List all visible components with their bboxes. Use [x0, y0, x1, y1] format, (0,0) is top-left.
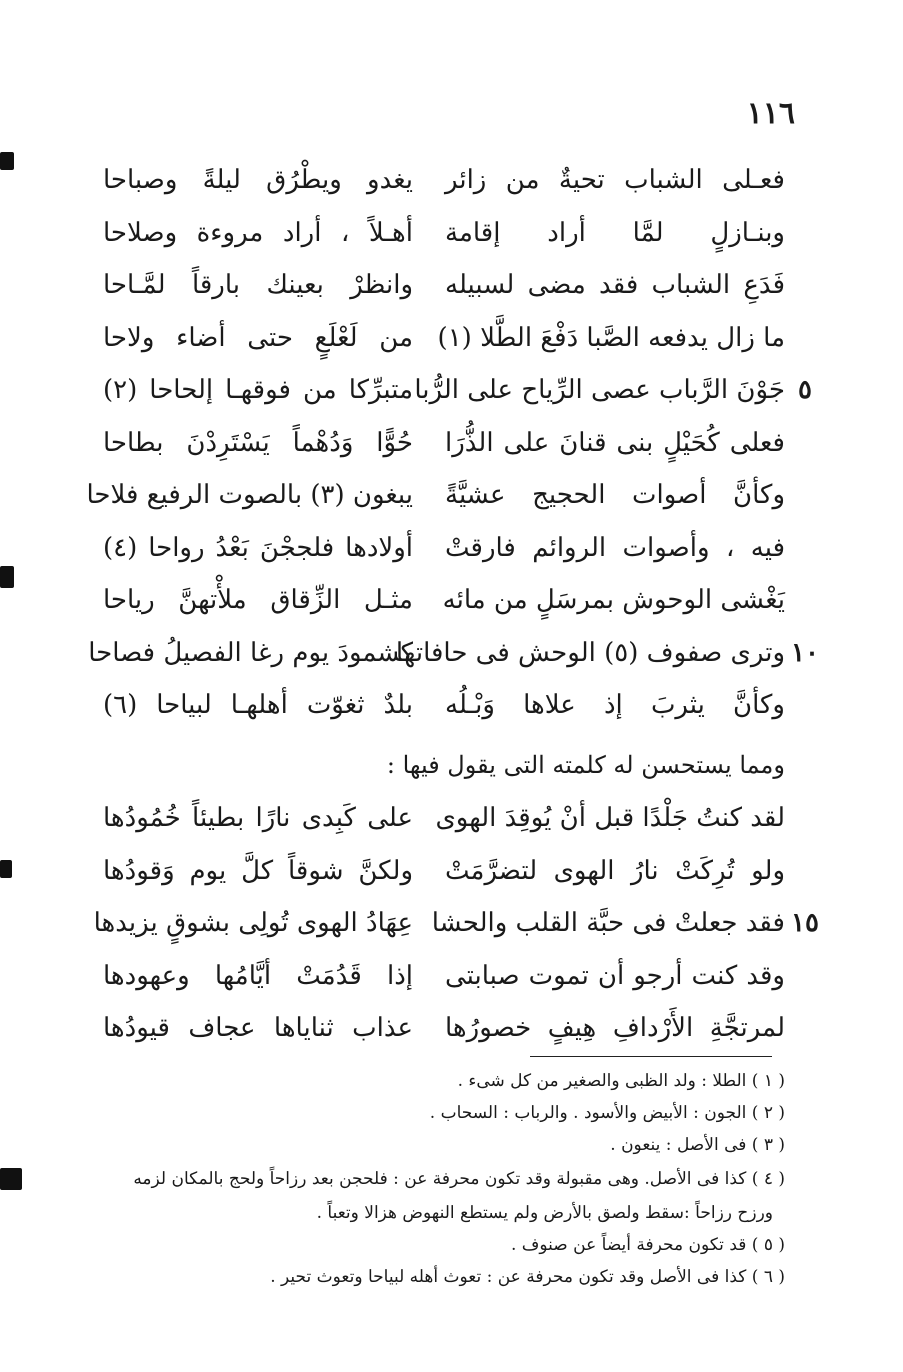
verse-line	[103, 362, 785, 418]
verse-second-hemistich: كشمودَ يوم رغا الفصيلُ فصاحا	[88, 637, 413, 668]
verse-second-hemistich: مثـل الزِّقاق ملأْتهنَّ رياحا	[103, 585, 413, 615]
verse-first-hemistich: فعـلى الشباب تحيةٌ من زائر	[445, 165, 785, 195]
verse-line	[103, 948, 785, 1004]
verse-second-hemistich: وانظرْ بعينك بارقاً لمَّـاحا	[103, 270, 413, 300]
footnote-2: ( ٢ ) الجون : الأبيض والأسود . والرباب : السحاب .	[429, 1103, 785, 1123]
verse-second-hemistich: على كَبِدى نارًا بطيئاً خُمُودُها	[103, 803, 413, 833]
verse-line	[103, 790, 785, 846]
footnote-5: ( ٥ ) قد تكون محرفة أيضاً عن صنوف .	[510, 1235, 785, 1255]
verse-line	[103, 572, 785, 628]
verse-line	[103, 152, 785, 208]
page-number: ١١٦	[746, 96, 795, 131]
footnote-4: ( ٤ ) كذا فى الأصل. وهى مقبولة وقد تكون محرفة عن : فلحجن بعد رزاحاً ولحج بالمكان لزمه	[133, 1169, 785, 1189]
line-number: ٥	[798, 375, 812, 405]
line-number: ١٠	[791, 637, 819, 668]
binding-mark	[0, 860, 12, 878]
verse-line	[103, 843, 785, 899]
verse-second-hemistich: عِهَادُ الهوى تُولِى بشوقٍ يزيدها	[93, 908, 413, 938]
verse-line	[103, 520, 785, 576]
verse-second-hemistich: بلدٌ ثغوّت أهلهـا لبياحا (٦)	[103, 690, 413, 720]
verse-first-hemistich: وقد كنت أرجو أن تموت صبابتى	[445, 960, 785, 991]
verse-second-hemistich: ولكنَّ شوقاً كلَّ يوم وَقودُها	[103, 855, 413, 886]
verse-second-hemistich: أهـلاً ، أراد مروءة وصلاحا	[103, 217, 413, 248]
verse-first-hemistich: وكأنَّ أصوات الحجيج عشيَّةً	[445, 480, 785, 510]
footnote-6: ( ٦ ) كذا فى الأصل وقد تكون محرفة عن : تعوث أهله لبياحا وتعوث تحير .	[270, 1267, 785, 1287]
verse-line	[103, 1000, 785, 1056]
verse-first-hemistich: لمرتجَّةِ الأَرْدافِ هِيفٍ خصورُها	[445, 1013, 785, 1043]
verse-line	[88, 625, 785, 681]
verse-second-hemistich: إذا قَدُمَتْ أيَّامُها وعهودها	[103, 960, 413, 991]
verse-first-hemistich: يَغْشى الوحوش بمرسَلٍ من مائه	[442, 585, 785, 615]
footnote-separator	[530, 1056, 772, 1057]
binding-mark	[0, 1168, 22, 1190]
verse-first-hemistich: وبنـازلٍ لمَّا أراد إقامة	[445, 217, 785, 248]
verse-second-hemistich: متبرِّكا من فوقهـا إلحاحا (٢)	[103, 375, 413, 405]
verse-line	[93, 895, 785, 951]
verse-line	[103, 415, 785, 471]
verse-second-hemistich: من لَعْلَعٍ حتى أضاء ولاحا	[103, 322, 413, 353]
verse-line	[103, 677, 785, 733]
verse-first-hemistich: ما زال يدفعه الصَّبا دَفْعَ الطَّلا (١)	[437, 322, 785, 353]
binding-mark	[0, 566, 14, 588]
verse-line	[103, 257, 785, 313]
footnote-3: ( ٣ ) فى الأصل : ينعون .	[610, 1135, 785, 1155]
verse-second-hemistich: عذاب ثناياها عجاف قيودُها	[103, 1013, 413, 1043]
verse-second-hemistich: يبغون (٣) بالصوت الرفيع فلاحا	[86, 480, 413, 510]
verse-first-hemistich: فعلى كُحَيْلٍ بنى قنانَ على الذُّرَا	[445, 427, 785, 458]
line-number: ١٥	[791, 908, 819, 938]
verse-line	[103, 205, 785, 261]
verse-first-hemistich: فقد جعلتْ فى حبَّة القلب والحشا	[431, 908, 785, 938]
footnote-4-continued: ورزح رزاحاً :سقط ولصق بالأرض ولم يستطع النهوض هزالا وتعباً .	[316, 1203, 773, 1223]
verse-first-hemistich: فَدَعِ الشباب فقد مضى لسبيله	[445, 270, 785, 300]
verse-first-hemistich: وترى صفوف (٥) الوحش فى حافاتها	[395, 637, 785, 668]
prose-line: ومما يستحسن له كلمته التى يقول فيها :	[386, 751, 785, 779]
verse-first-hemistich: ولو تُرِكَتْ نارُ الهوى لتضرَّمَتْ	[445, 855, 785, 886]
verse-first-hemistich: جَوْنَ الرَّباب عصى الرِّياح على الرُّبا	[414, 375, 785, 405]
verse-first-hemistich: فيه ، وأصوات الروائم فارقتْ	[445, 532, 785, 563]
footnote-1: ( ١ ) الطلا : ولد الظبى والصغير من كل شىء .	[457, 1071, 785, 1091]
verse-second-hemistich: أولادها فلججْنَ بَعْدُ رواحا (٤)	[103, 532, 413, 563]
binding-mark	[0, 152, 14, 170]
verse-line	[103, 310, 785, 366]
verse-line	[86, 467, 785, 523]
verse-second-hemistich: يغدو ويطْرُق ليلةً وصباحا	[103, 165, 413, 195]
verse-second-hemistich: حُوًّا وَدُهْماً يَسْتَرِدْنَ بطاحا	[103, 427, 413, 458]
verse-first-hemistich: لقد كنتُ جَلْدًا قبل أنْ يُوقِدَ الهوى	[435, 803, 785, 833]
verse-first-hemistich: وكأنَّ يثربَ إذ علاها وَبْـلُه	[445, 690, 785, 720]
